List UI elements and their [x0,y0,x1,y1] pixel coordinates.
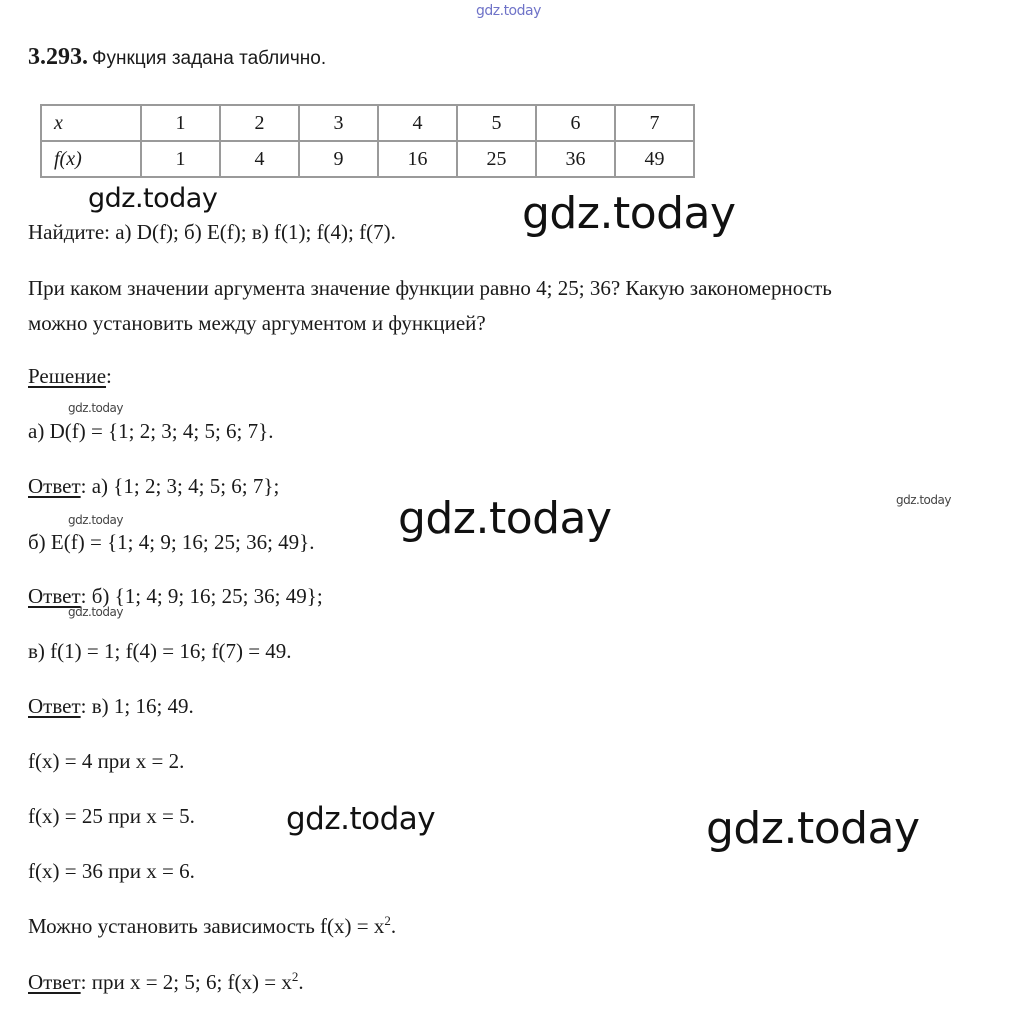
period: . [298,970,304,994]
period: . [390,914,397,938]
answer-label: Ответ [28,694,81,718]
fx-equals-25-line: f(x) = 25 при x = 5. [28,804,195,828]
watermark-small: gdz.today [68,605,123,619]
watermark-small: gdz.today [68,513,123,527]
solution-heading-label: Решение [28,364,107,388]
watermark: gdz.today [706,803,920,854]
task-question-line-2: можно установить между аргументом и функцией? [28,311,486,335]
final-answer [28,970,304,994]
task-question-line-1: При каком значении аргумента значение функции равно 4; 25; 36? Какую закономерность [28,276,832,300]
answer-label: Ответ [28,474,81,498]
table-cell: 6 [536,105,615,141]
solution-b-line: б) E(f) = {1; 4; 9; 16; 25; 36; 49}. [28,530,315,554]
solution-heading-colon: : [106,364,112,388]
table-cell: 16 [378,141,457,177]
table-cell: 3 [299,105,378,141]
answer-label: Ответ [28,970,81,994]
answer-a [28,474,279,498]
watermark-small: gdz.today [896,493,951,507]
fx-equals-4-line: f(x) = 4 при x = 2. [28,749,185,773]
table-cell: 25 [457,141,536,177]
solution-v-line: в) f(1) = 1; f(4) = 16; f(7) = 49. [28,639,292,663]
solution-a-line: а) D(f) = {1; 2; 3; 4; 5; 6; 7}. [28,419,274,443]
table-header-fx: f(x) [41,141,141,177]
function-table [40,104,695,178]
problem-title [28,44,326,71]
answer-b-text: : б) {1; 4; 9; 16; 25; 36; 49}; [80,584,323,608]
table-cell: 9 [299,141,378,177]
table-cell: 4 [378,105,457,141]
problem-statement: Функция задана таблично. [92,48,327,69]
watermark: gdz.today [88,183,218,214]
table-cell: 2 [220,105,299,141]
table-cell: 36 [536,141,615,177]
table-header-x: x [41,105,141,141]
solution-heading [28,364,112,388]
watermark-top: gdz.today [476,3,541,19]
table-row-fx [41,141,694,177]
watermark: gdz.today [286,801,436,837]
table-cell: 49 [615,141,694,177]
table-cell: 7 [615,105,694,141]
fx-equals-36-line: f(x) = 36 при x = 6. [28,859,195,883]
watermark-small: gdz.today [68,401,123,415]
answer-label: Ответ [28,584,81,608]
problem-number: 3.293. [28,44,88,70]
table-cell: 4 [220,141,299,177]
dependency-line [28,914,396,938]
answer-v [28,694,194,718]
answer-v-text: : в) 1; 16; 49. [80,694,194,718]
answer-b [28,584,323,608]
table-cell: 5 [457,105,536,141]
table-cell: 1 [141,105,220,141]
table-row-x [41,105,694,141]
watermark: gdz.today [398,493,612,544]
table-cell: 1 [141,141,220,177]
final-answer-text: : при x = 2; 5; 6; f(x) = x [80,970,292,994]
exponent: 2 [384,913,391,928]
watermark: gdz.today [522,188,736,239]
dependency-text: Можно установить зависимость f(x) = x [28,914,385,938]
exponent: 2 [291,969,299,984]
task-find-line: Найдите: а) D(f); б) E(f); в) f(1); f(4); f(7). [28,220,396,244]
answer-a-text: : а) {1; 2; 3; 4; 5; 6; 7}; [80,474,280,498]
